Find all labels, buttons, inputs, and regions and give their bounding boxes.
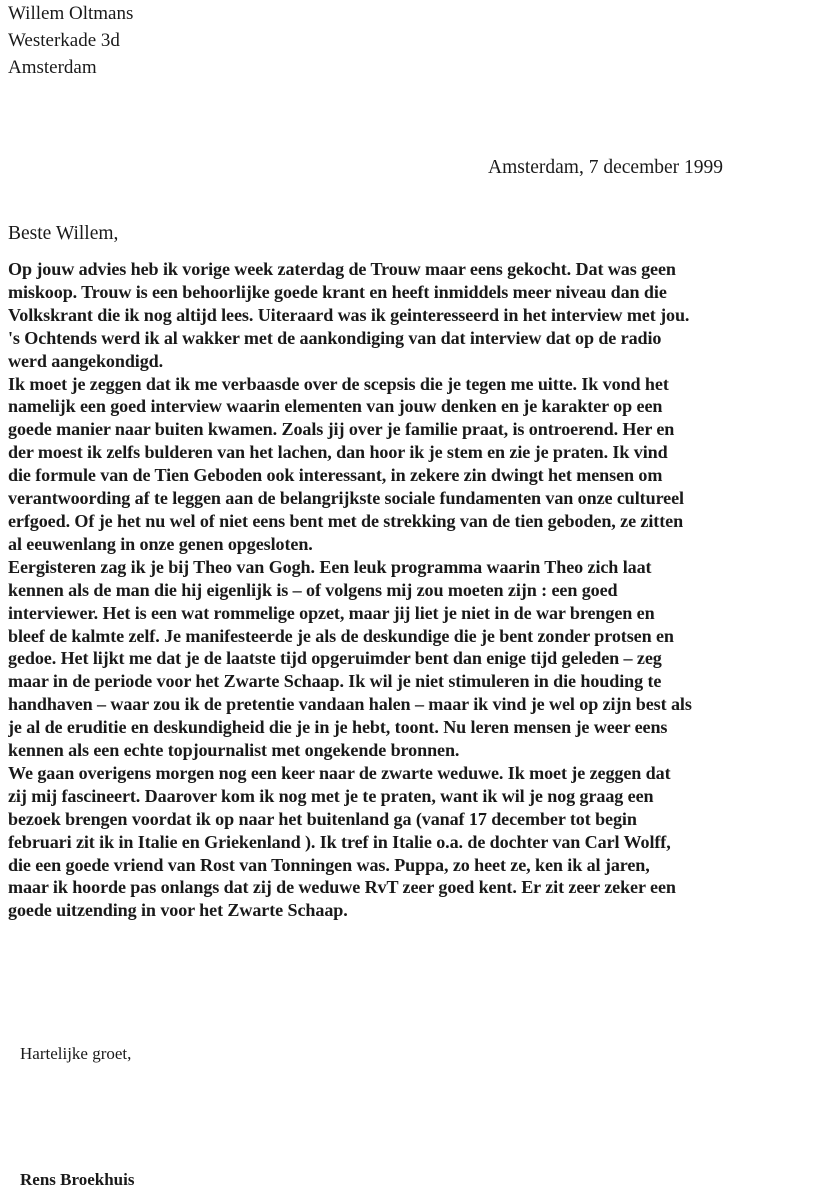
body-line: namelijk een goed interview waarin elementen van jouw denken en je karakter op een: [8, 396, 663, 417]
body-line: maar in de periode voor het Zwarte Schaap. Ik wil je niet stimuleren in die houding te: [8, 671, 662, 692]
body-line: miskoop. Trouw is een behoorlijke goede krant en heeft inmiddels meer niveau dan die: [8, 281, 667, 302]
body-line: 's Ochtends werd ik al wakker met de aankondiging van dat interview dat op de radio: [8, 327, 662, 348]
body-line: goede manier naar buiten kwamen. Zoals jij over je familie praat, is ontroerend. Her en: [8, 419, 675, 440]
body-line: handhaven – waar zou ik de pretentie vandaan halen – maar ik vind je wel op zijn best als: [8, 694, 692, 715]
body-line: Op jouw advies heb ik vorige week zaterdag de Trouw maar eens gekocht. Dat was geen: [8, 259, 676, 279]
body-line: Ik moet je zeggen dat ik me verbaasde over de scepsis die je tegen me uitte. Ik vond het: [8, 373, 669, 394]
body-line: goede uitzending in voor het Zwarte Schaap.: [8, 900, 348, 921]
body-line: bleef de kalmte zelf. Je manifesteerde je als de deskundige die je bent zonder protsen en: [8, 625, 674, 646]
body-line: kennen als de man die hij eigenlijk is – of volgens mij zou moeten zijn : een goed: [8, 579, 618, 600]
closing: Hartelijke groet,: [20, 1044, 132, 1063]
sender-city: Amsterdam: [8, 57, 97, 78]
body-line: je al de eruditie en deskundigheid die je in je hebt, toont. Nu leren mensen je weer eens: [8, 717, 668, 738]
salutation: Beste Willem,: [8, 223, 119, 244]
body-line: interviewer. Het is een wat rommelige opzet, maar jij liet je niet in de war brengen en: [8, 602, 655, 623]
sender-name: Willem Oltmans: [8, 3, 134, 24]
body-line: verantwoording af te leggen aan de belangrijkste sociale fundamenten van onze cultureel: [8, 488, 684, 509]
body-line: Volkskrant die ik nog altijd lees. Uiteraard was ik geinteresseerd in het interview met jou.: [8, 304, 690, 325]
sender-street: Westerkade 3d: [8, 30, 120, 51]
body-line: We gaan overigens morgen nog een keer naar de zwarte weduwe. Ik moet je zeggen dat: [8, 762, 671, 783]
body-line: der moest ik zelfs bulderen van het lachen, dan hoor ik je stem en zie je praten. Ik vind: [8, 442, 668, 463]
letter-date: Amsterdam, 7 december 1999: [488, 157, 724, 178]
letter-body: [8, 258, 837, 922]
body-line: maar ik hoorde pas onlangs dat zij de weduwe RvT zeer goed kent. Er zit zeer zeker een: [8, 877, 676, 898]
sender-address: [8, 0, 133, 81]
body-line: kennen als een echte topjournalist met ongekende bronnen.: [8, 740, 460, 761]
signature: Rens Broekhuis: [20, 1170, 135, 1189]
body-line: die een goede vriend van Rost van Tonningen was. Puppa, zo heet ze, ken ik al jaren,: [8, 854, 650, 875]
body-line: die formule van de Tien Geboden ook interessant, in zekere zin dwingt het mensen om: [8, 465, 663, 486]
body-line: erfgoed. Of je het nu wel of niet eens bent met de strekking van de tien geboden, ze zitten: [8, 510, 684, 531]
body-line: al eeuwenlang in onze genen opgesloten.: [8, 533, 313, 554]
body-line: werd aangekondigd.: [8, 350, 164, 371]
body-line: februari zit ik in Italie en Griekenland ). Ik tref in Italie o.a. de dochter van Carl Wolff,: [8, 831, 671, 852]
body-line: gedoe. Het lijkt me dat je de laatste tijd opgeruimder bent dan enige tijd geleden – zeg: [8, 648, 662, 669]
body-line: zij mij fascineert. Daarover kom ik nog met je te praten, want ik wil je nog graag een: [8, 785, 654, 806]
body-line: Eergisteren zag ik je bij Theo van Gogh. Een leuk programma waarin Theo zich laat: [8, 556, 652, 577]
body-line: bezoek brengen voordat ik op naar het buitenland ga (vanaf 17 december tot begin: [8, 808, 637, 829]
